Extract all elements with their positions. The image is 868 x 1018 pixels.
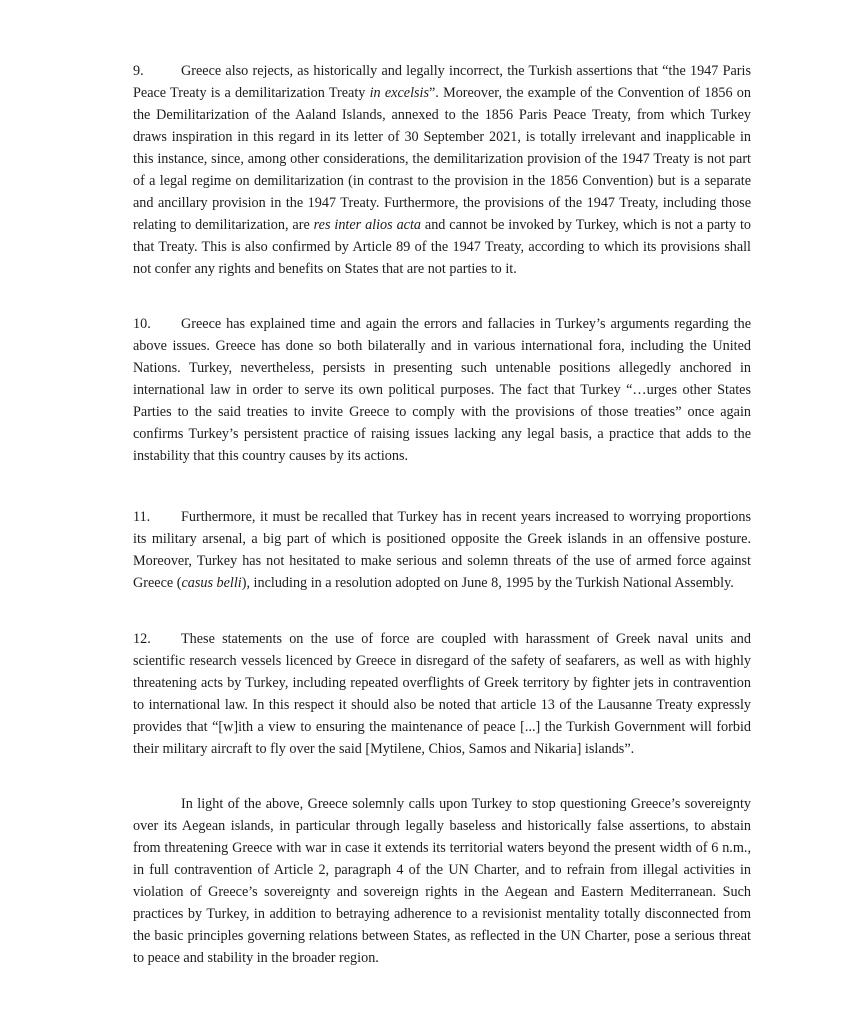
paragraph-text: Greece also rejects, as historically and legally incorrect, the Turkish assertions that “the 1947 Paris Peace Treaty is a demilitarization Treaty [133, 63, 751, 101]
paragraph-text: In light of the above, Greece solemnly calls upon Turkey to stop questioning Greece’s sovereignty over its Aegean islands, in particular through legally baseless and historically false assertions, to abstain from threatening Greece with war in case it extends its territorial waters beyond the present width of 6 n.m., in full contravention of Article 2, paragraph 4 of the UN Charter, and to refrain from illegal activities in violation of Greece’s sovereignty and sovereign rights in the Aegean and Eastern Mediterranean. Such practices by Turkey, in addition to betraying adherence to a revisionist mentality totally disconnected from the basic principles governing relations between States, as reflected in the UN Charter, pose a serious threat to peace and stability in the broader region. [133, 796, 751, 966]
paragraph-number: 12. [133, 631, 151, 647]
italic-phrase: in excelsis [369, 85, 429, 101]
paragraph-text: Furthermore, it must be recalled that Turkey has in recent years increased to worrying proportions its military arsenal, a big part of which is positioned opposite the Greek islands in an offensive posture. Moreover, Turkey has not hesitated to make serious and solemn threats of the use of armed force against Greece ( [133, 509, 751, 591]
paragraph-9 [133, 60, 751, 280]
italic-phrase: casus belli [181, 575, 242, 591]
paragraph-12 [133, 628, 751, 760]
paragraph-text: Greece has explained time and again the errors and fallacies in Turkey’s arguments regarding the above issues. Greece has done so both bilaterally and in various international fora, including the United Nations. Turkey, nevertheless, persists in presenting such untenable positions allegedly anchored in international law in order to serve its own political purposes. The fact that Turkey “…urges other States Parties to the said treaties to invite Greece to comply with the provisions of those treaties” once again confirms Turkey’s persistent practice of raising issues lacking any legal basis, a practice that adds to the instability that this country causes by its actions. [133, 316, 751, 464]
paragraph-conclusion [133, 793, 751, 969]
italic-phrase: res inter alios acta [313, 217, 421, 233]
paragraph-number: 11. [133, 509, 151, 525]
paragraph-10 [133, 313, 751, 467]
paragraph-number: 10. [133, 316, 151, 332]
paragraph-text: These statements on the use of force are coupled with harassment of Greek naval units and scientific research vessels licenced by Greece in disregard of the safety of seafarers, as well as with highly threatening acts by Turkey, including repeated overflights of Greek territory by fighter jets in contravention to international law. In this respect it should also be noted that article 13 of the Lausanne Treaty expressly provides that “[w]ith a view to ensuring the maintenance of peace [...] the Turkish Government will forbid their military aircraft to fly over the said [Mytilene, Chios, Samos and Nikaria] islands”. [133, 631, 751, 757]
paragraph-number: 9. [133, 63, 144, 79]
paragraph-text: and cannot be invoked by Turkey, which is not a party to that Treaty. This is also confirmed by Article 89 of the 1947 Treaty, according to which its provisions shall not confer any rights and benefits on States that are not parties to it. [133, 217, 751, 277]
paragraph-text: ), including in a resolution adopted on June 8, 1995 by the Turkish National Assembly. [241, 575, 734, 591]
paragraph-11 [133, 506, 751, 594]
paragraph-text: ”. Moreover, the example of the Convention of 1856 on the Demilitarization of the Aaland Islands, annexed to the 1856 Paris Peace Treaty, from which Turkey draws inspiration in this regard in its letter of 30 September 2021, is totally irrelevant and inapplicable in this instance, since, among other considerations, the demilitarization provision of the 1947 Treaty is not part of a legal regime on demilitarization (in contrast to the provision in the 1856 Convention) but is a separate and ancillary provision in the 1947 Treaty. Furthermore, the provisions of the 1947 Treaty, including those relating to demilitarization, are [133, 85, 751, 233]
